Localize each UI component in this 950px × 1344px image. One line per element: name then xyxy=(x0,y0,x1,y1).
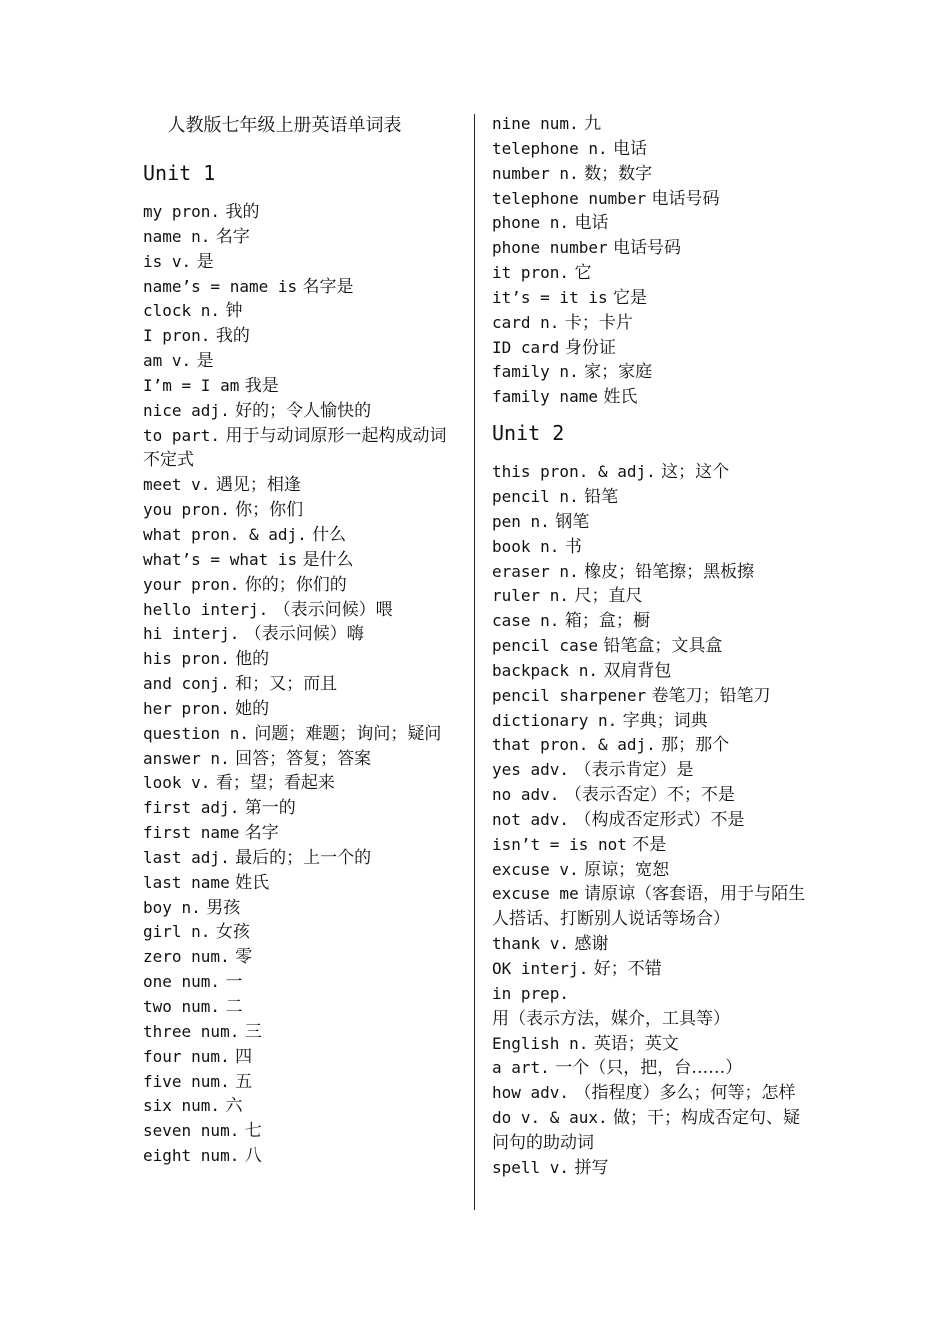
entry-meaning: 卷笔刀；铅笔刀 xyxy=(651,685,771,706)
entry-meaning: 我是 xyxy=(244,375,279,396)
entry-meaning: 请原谅（客套语，用于与陌生人搭话、打断别人说话等场合） xyxy=(492,884,806,930)
entry-word: isn’t = is not xyxy=(492,834,627,854)
entry-meaning: 电话号码 xyxy=(651,188,720,209)
page-title: 人教版七年级上册英语单词表 xyxy=(167,115,402,136)
entry-meaning: 箱；盒；橱 xyxy=(564,611,650,632)
vocabulary-entry xyxy=(143,995,461,1020)
entry-meaning: 字典；词典 xyxy=(622,710,708,731)
entry-meaning: 名字是 xyxy=(302,276,354,297)
entry-meaning: 英语；英文 xyxy=(593,1033,679,1054)
entry-meaning: （表示肯定）是 xyxy=(574,760,694,781)
entry-word: you pron. xyxy=(143,500,230,520)
entry-word: pencil case xyxy=(492,636,598,656)
entry-meaning: 尺；直尺 xyxy=(574,586,643,607)
vocabulary-entry xyxy=(492,634,810,659)
entry-word: pen n. xyxy=(492,511,550,531)
vocabulary-entry xyxy=(143,473,461,498)
entry-meaning: 用于与动词原形一起构成动词不定式 xyxy=(143,425,447,471)
entry-meaning: 身份证 xyxy=(564,337,616,358)
entry-word: three num. xyxy=(143,1021,240,1041)
entry-word: excuse me xyxy=(492,884,579,904)
entry-meaning: （表示问候）喂 xyxy=(273,599,393,620)
vocabulary-entry xyxy=(492,460,810,485)
entry-word: nice adj. xyxy=(143,400,230,420)
entry-word: phone number xyxy=(492,238,608,258)
entry-meaning: 感谢 xyxy=(574,934,609,955)
entry-word: backpack n. xyxy=(492,660,598,680)
entry-meaning: 我的 xyxy=(215,326,250,347)
vocabulary-entry xyxy=(492,360,810,385)
vocabulary-entry xyxy=(492,609,810,634)
entry-word: a art. xyxy=(492,1058,550,1078)
entry-word: first name xyxy=(143,823,240,843)
entry-meaning: 名字 xyxy=(244,823,279,844)
entry-meaning: 是 xyxy=(196,351,214,372)
vocabulary-entry xyxy=(143,374,461,399)
vocabulary-entry xyxy=(143,622,461,647)
entry-word: yes adv. xyxy=(492,760,570,780)
vocabulary-entry xyxy=(492,211,810,236)
entry-word: that pron. & adj. xyxy=(492,735,656,755)
entry-word: five num. xyxy=(143,1071,230,1091)
vocabulary-entry xyxy=(143,573,461,598)
vocabulary-entry xyxy=(492,1106,810,1156)
vocabulary-entry xyxy=(492,311,810,336)
vocabulary-entry xyxy=(492,709,810,734)
entry-word: eight num. xyxy=(143,1146,240,1166)
vocabulary-entry xyxy=(143,498,461,523)
entry-meaning: 钢笔 xyxy=(555,511,590,532)
vocabulary-entry xyxy=(143,970,461,995)
entry-meaning: 男孩 xyxy=(206,897,241,918)
vocabulary-entry xyxy=(143,1020,461,1045)
entry-word: girl n. xyxy=(143,922,211,942)
entry-word: book n. xyxy=(492,536,560,556)
vocabulary-entry xyxy=(492,485,810,510)
entry-meaning: 女孩 xyxy=(215,922,250,943)
entry-word: excuse v. xyxy=(492,859,579,879)
entry-meaning: 零 xyxy=(235,947,253,968)
vocabulary-entry xyxy=(492,1081,810,1106)
entry-meaning: （指程度）多么；何等；怎样 xyxy=(574,1083,796,1104)
entry-meaning: 二 xyxy=(225,997,243,1017)
entry-word: case n. xyxy=(492,611,560,631)
vocabulary-entry xyxy=(143,747,461,772)
entry-word: spell v. xyxy=(492,1157,570,1177)
vocabulary-entry xyxy=(143,424,461,474)
entry-meaning: 你；你们 xyxy=(235,500,304,521)
entry-meaning: 橡皮；铅笔擦；黑板擦 xyxy=(584,561,755,582)
vocabulary-entry xyxy=(143,1119,461,1144)
entry-meaning: 电话号码 xyxy=(613,238,681,259)
vocabulary-entry xyxy=(492,162,810,187)
entry-word: pencil n. xyxy=(492,486,579,506)
vocabulary-entry xyxy=(492,833,810,858)
entry-word: eraser n. xyxy=(492,561,579,581)
vocabulary-entry xyxy=(492,187,810,212)
entry-meaning: 一个（只，把，台……） xyxy=(555,1058,743,1079)
entry-meaning: 姓氏 xyxy=(235,872,270,893)
vocabulary-entry xyxy=(143,548,461,573)
entry-word: card n. xyxy=(492,312,560,332)
entry-word: it pron. xyxy=(492,263,570,283)
entry-meaning: 电话 xyxy=(574,213,609,234)
entry-meaning: 我的 xyxy=(225,202,260,222)
vocabulary-entry xyxy=(492,1156,810,1181)
vocabulary-entry xyxy=(492,584,810,609)
entry-word: last name xyxy=(143,872,230,892)
vocabulary-entry xyxy=(143,299,461,324)
entry-word: boy n. xyxy=(143,897,201,917)
entry-word: four num. xyxy=(143,1046,230,1066)
entry-meaning: 铅笔 xyxy=(584,486,619,507)
entry-word: your pron. xyxy=(143,574,240,594)
entry-word: six num. xyxy=(143,1096,221,1116)
entry-word: clock n. xyxy=(143,301,221,321)
vocabulary-entry xyxy=(143,1144,461,1169)
entry-meaning: 什么 xyxy=(312,524,347,545)
vocabulary-entry xyxy=(143,920,461,945)
entry-meaning: 用（表示方法，媒介，工具等） xyxy=(492,1008,730,1029)
entry-word: seven num. xyxy=(143,1121,240,1141)
entry-meaning: 卡；卡片 xyxy=(564,312,633,333)
vocabulary-entry xyxy=(143,200,461,225)
entry-meaning: 它是 xyxy=(613,287,647,308)
entry-word: telephone number xyxy=(492,188,647,208)
vocabulary-entry xyxy=(492,336,810,361)
vocabulary-entry xyxy=(143,771,461,796)
entry-word: pencil sharpener xyxy=(492,685,647,705)
entry-meaning: 书 xyxy=(564,536,582,557)
vocabulary-entry xyxy=(492,758,810,783)
entry-word: phone n. xyxy=(492,213,570,233)
vocabulary-entry xyxy=(143,523,461,548)
column-divider xyxy=(474,114,475,1210)
entry-meaning: 电话 xyxy=(613,138,647,159)
entry-meaning: 不是 xyxy=(632,834,667,855)
entry-meaning: 一 xyxy=(225,972,243,993)
entry-word: I’m = I am xyxy=(143,375,240,395)
entry-meaning: 九 xyxy=(584,114,602,134)
entry-word: telephone n. xyxy=(492,138,608,158)
entry-word: is v. xyxy=(143,251,192,271)
entry-word: ruler n. xyxy=(492,586,570,606)
entry-meaning: 双肩背包 xyxy=(603,660,672,681)
entry-word: number n. xyxy=(492,163,579,183)
vocabulary-entry xyxy=(143,647,461,672)
vocabulary-entry xyxy=(143,846,461,871)
vocabulary-entry xyxy=(143,349,461,374)
entry-meaning: 七 xyxy=(244,1121,262,1142)
entry-word: in prep. xyxy=(492,983,570,1003)
vocabulary-entry xyxy=(492,733,810,758)
vocabulary-entry xyxy=(143,821,461,846)
entry-meaning: 三 xyxy=(244,1021,262,1042)
vocabulary-entry xyxy=(492,684,810,709)
entry-word: not adv. xyxy=(492,809,570,829)
vocabulary-list xyxy=(492,460,810,1180)
entry-meaning: 原谅；宽恕 xyxy=(584,859,670,880)
vocabulary-entry xyxy=(492,808,810,833)
entry-meaning: 钟 xyxy=(225,301,243,322)
entry-meaning: （表示否定）不；不是 xyxy=(564,785,735,806)
entry-meaning: 好的；令人愉快的 xyxy=(235,400,372,421)
entry-meaning: 六 xyxy=(225,1096,243,1117)
vocabulary-entry xyxy=(143,945,461,970)
vocabulary-entry xyxy=(143,324,461,349)
entry-meaning: 这；这个 xyxy=(661,462,730,483)
entry-word: it’s = it is xyxy=(492,287,608,307)
vocabulary-entry xyxy=(492,659,810,684)
entry-word: family name xyxy=(492,387,598,407)
vocabulary-entry xyxy=(492,510,810,535)
vocabulary-entry xyxy=(143,1070,461,1095)
entry-meaning: 是 xyxy=(196,251,214,272)
entry-word: name’s = name is xyxy=(143,276,298,296)
entry-meaning: 八 xyxy=(244,1146,262,1167)
entry-word: how adv. xyxy=(492,1083,570,1103)
entry-word: ID card xyxy=(492,337,560,357)
entry-word: two num. xyxy=(143,997,221,1016)
entry-word: her pron. xyxy=(143,698,230,718)
entry-word: my pron. xyxy=(143,202,221,221)
vocabulary-entry xyxy=(143,896,461,921)
entry-word: family n. xyxy=(492,362,579,382)
entry-meaning: 问题；难题；询问；疑问 xyxy=(254,723,442,744)
entry-meaning: 是什么 xyxy=(302,549,354,570)
vocabulary-entry xyxy=(492,112,810,137)
vocabulary-entry xyxy=(143,672,461,697)
entry-meaning: 看；望；看起来 xyxy=(215,773,335,794)
entry-meaning: 家；家庭 xyxy=(584,362,653,383)
entry-word: dictionary n. xyxy=(492,710,618,730)
vocabulary-entry xyxy=(143,275,461,300)
vocabulary-entry xyxy=(492,286,810,311)
entry-word: what pron. & adj. xyxy=(143,524,307,544)
entry-meaning: 你的；你们的 xyxy=(244,574,347,595)
entry-meaning: 做；干；构成否定句、疑问句的助动词 xyxy=(492,1108,800,1153)
entry-word: hi interj. xyxy=(143,624,240,644)
entry-meaning: （构成否定形式）不是 xyxy=(574,809,745,830)
entry-meaning: 五 xyxy=(235,1071,253,1092)
entry-meaning: 好；不错 xyxy=(593,959,662,979)
entry-meaning: 和；又；而且 xyxy=(235,674,338,695)
entry-word: answer n. xyxy=(143,748,230,768)
entry-meaning: 铅笔盒；文具盒 xyxy=(603,636,723,657)
entry-meaning: 最后的；上一个的 xyxy=(235,847,372,868)
vocabulary-entry xyxy=(492,137,810,162)
entry-word: his pron. xyxy=(143,649,230,669)
entry-meaning: 遇见；相逢 xyxy=(215,475,301,496)
entry-word: name n. xyxy=(143,226,211,246)
vocabulary-entry xyxy=(143,722,461,747)
entry-word: what’s = what is xyxy=(143,549,298,569)
vocabulary-entry xyxy=(492,932,810,957)
entry-word: first adj. xyxy=(143,798,240,818)
vocabulary-entry xyxy=(492,957,810,982)
entry-meaning: 第一的 xyxy=(244,798,296,819)
vocabulary-entry xyxy=(143,796,461,821)
vocabulary-entry xyxy=(143,250,461,275)
right-column xyxy=(492,112,810,1181)
entry-meaning: 姓氏 xyxy=(603,387,638,408)
vocabulary-entry xyxy=(143,598,461,623)
entry-word: and conj. xyxy=(143,674,230,694)
left-column xyxy=(143,112,461,1169)
vocabulary-entry xyxy=(143,225,461,250)
entry-word: I pron. xyxy=(143,326,211,346)
entry-word: this pron. & adj. xyxy=(492,462,656,482)
entry-meaning: 拼写 xyxy=(574,1157,609,1178)
entry-word: do v. & aux. xyxy=(492,1108,608,1128)
entry-word: meet v. xyxy=(143,475,211,495)
entry-word: English n. xyxy=(492,1033,589,1053)
unit-heading: Unit 2 xyxy=(492,421,565,446)
vocabulary-entry xyxy=(143,1045,461,1070)
vocabulary-list xyxy=(143,200,461,1169)
vocabulary-entry xyxy=(143,1094,461,1119)
vocabulary-entry xyxy=(492,1032,810,1057)
entry-meaning: 它 xyxy=(574,263,592,284)
entry-meaning: 那；那个 xyxy=(661,735,730,756)
entry-word: to part. xyxy=(143,425,221,445)
entry-word: question n. xyxy=(143,723,249,743)
entry-word: am v. xyxy=(143,351,192,371)
vocabulary-entry xyxy=(143,399,461,424)
vocabulary-entry xyxy=(143,697,461,722)
entry-word: hello interj. xyxy=(143,599,269,619)
entry-word: thank v. xyxy=(492,934,570,954)
entry-meaning: （表示问候）嗨 xyxy=(244,624,364,645)
vocabulary-entry xyxy=(492,236,810,261)
entry-word: look v. xyxy=(143,773,211,793)
vocabulary-entry xyxy=(492,858,810,883)
vocabulary-entry xyxy=(492,535,810,560)
entry-word: nine num. xyxy=(492,114,579,133)
vocabulary-entry xyxy=(492,1056,810,1081)
entry-word: last adj. xyxy=(143,847,230,867)
entry-meaning: 数；数字 xyxy=(584,163,653,184)
vocabulary-entry xyxy=(492,982,810,1032)
vocabulary-list xyxy=(492,112,810,410)
entry-word: no adv. xyxy=(492,785,560,805)
entry-meaning: 他的 xyxy=(235,649,270,670)
vocabulary-entry xyxy=(492,783,810,808)
entry-word: zero num. xyxy=(143,947,230,967)
vocabulary-entry xyxy=(492,261,810,286)
entry-meaning: 回答；答复；答案 xyxy=(235,748,372,769)
entry-meaning: 她的 xyxy=(235,698,270,719)
vocabulary-entry xyxy=(492,882,810,932)
entry-meaning: 名字 xyxy=(215,226,250,247)
entry-word: one num. xyxy=(143,972,221,992)
entry-meaning: 四 xyxy=(235,1046,253,1067)
vocabulary-entry xyxy=(492,560,810,585)
entry-word: OK interj. xyxy=(492,959,589,978)
unit-heading: Unit 1 xyxy=(143,161,216,185)
vocabulary-entry xyxy=(492,385,810,410)
vocabulary-entry xyxy=(143,871,461,896)
